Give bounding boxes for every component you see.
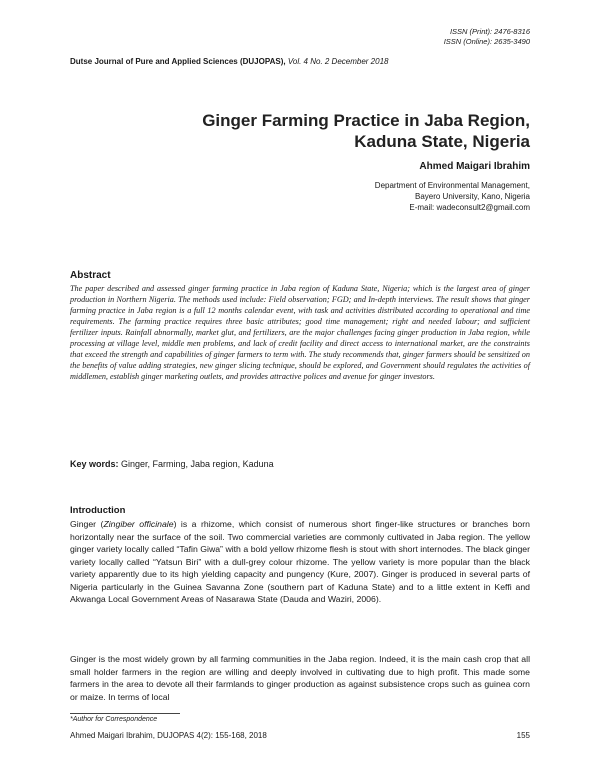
introduction-paragraph-1: Ginger (Zingiber officinale) is a rhizome, which consist of numerous short finger-like structures or branches born horizontally near the surface of the soil. Two commercial varieties are commonly cultivated in Jaba region. The yellow ginger variety locally called “Tafin Giwa” with a bold yellow rhizome flesh is stout with short internodes. The black ginger variety locally called “Yatsun Biri” with a dull-grey colour rhizome. The yellow variety is more popular than the black variety apparently due to its high yielding capacity and pungency (Kure, 2007). Ginger is produced in several parts of Nigeria particularly in the Guinea Savanna Zone (southern part of Kaduna State) and to a little extent in Keffi and Akwanga Local Government Areas of Nasarawa State (Dauda and Waziri, 2006). [70,519,530,604]
introduction-heading: Introduction [70,505,126,516]
keywords-label: Key words: [70,459,119,469]
paper-title-line2: Kaduna State, Nigeria [354,132,530,151]
keywords-text: Ginger, Farming, Jaba region, Kaduna [118,459,274,469]
issn-print: ISSN (Print): 2476-8316 [449,27,530,36]
author-affiliation [375,180,530,213]
keywords [70,459,274,469]
issn-online: ISSN (Online): 2635-3490 [443,37,530,46]
author-university: Bayero University, Kano, Nigeria [414,192,530,201]
footnote: *Author for Correspondence [70,716,158,723]
abstract-text: The paper described and assessed ginger farming practice in Jaba region of Kaduna State, Nigeria; which is the largest area of ginger production in Northern Nigeria. The methods used include: Field observation; FGD; and In-depth interviews. The result shows that ginger farming practice in Jaba region is a full 12 months calendar event, with task and activities distributed according to operational and time requirements. The farming practice requires three basic attributes; good time management; right and needed labour; and sufficient fertilizer inputs. Rainfall abnormally, market glut, and fertilizers, are the major challenges facing ginger production in Jaba region, while processing at village level, middle men problems, and lack of credit facility and direct access to international market, are the constraints that exceed the strength and capabilities of ginger farmers to term with. The study recommends that, ginger farmers should be sensitized on the benefits of value adding strategies, new ginger slicing technique, should be explored, and Government should regulates the activities of middlemen, establish ginger marketing outlets, and provides attractive polices and avenue for ginger investors. [70,284,530,381]
journal-name: Dutse Journal of Pure and Applied Sciences (DUJOPAS), [70,57,286,66]
page-number: 155 [516,731,530,740]
footer-citation: Ahmed Maigari Ibrahim, DUJOPAS 4(2): 155-168, 2018 [70,731,267,740]
author-name: Ahmed Maigari Ibrahim [419,161,530,172]
journal-issue: Vol. 4 No. 2 December 2018 [285,57,389,66]
introduction-paragraph-2: Ginger is the most widely grown by all farming communities in the Jaba region. Indeed, it is the main cash crop that all small holder farmers in the region are willing and deeply involved in cultivating due to high profit. This made some farmers in the area to devote all their farmlands to ginger production as against subsistence crops such as guinea corn or maize. In terms of local [70,654,530,702]
species-name: Zingiber officinale [103,519,174,529]
footnote-rule [70,713,180,714]
author-email: E-mail: wadeconsult2@gmail.com [409,203,530,212]
journal-header [70,57,388,66]
author-department: Department of Environmental Management, [374,181,530,190]
paper-title-line1: Ginger Farming Practice in Jaba Region, [202,111,530,130]
paper-title [130,110,530,152]
abstract-heading: Abstract [70,270,111,281]
